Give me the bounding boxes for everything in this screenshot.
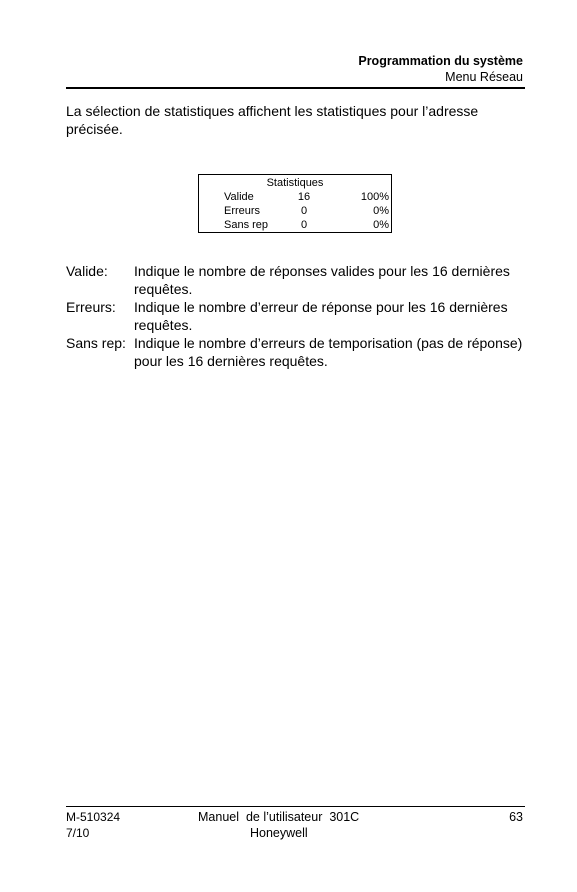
- stats-row-sans-rep: [199, 218, 391, 232]
- definition-description: Indique le nombre d’erreur de réponse pour les 16 dernières requêtes.: [134, 299, 508, 333]
- statistics-panel-title: Statistiques: [266, 177, 324, 189]
- footer-divider: [66, 806, 525, 807]
- section-subtitle: Menu Réseau: [445, 70, 523, 84]
- definition-erreurs: [66, 298, 536, 334]
- footer-brand: Honeywell: [250, 826, 308, 840]
- page-number: 63: [509, 810, 523, 824]
- stats-percent: 100%: [360, 191, 389, 203]
- definition-term: Erreurs:: [66, 299, 116, 315]
- stats-row-valide: [199, 190, 391, 204]
- definition-description: Indique le nombre d’erreurs de temporisation (pas de réponse) pour les 16 dernières requêtes.: [134, 335, 523, 369]
- section-title: Programmation du système: [358, 54, 523, 68]
- stats-row-erreurs: [199, 204, 391, 218]
- stats-label: Valide: [224, 191, 254, 203]
- footer-manual-title: Manuel de l’utilisateur 301C: [198, 810, 360, 824]
- definition-description: Indique le nombre de réponses valides pour les 16 dernières requêtes.: [134, 263, 510, 297]
- statistics-panel: [198, 174, 392, 233]
- footer-doc-number: M-510324: [66, 810, 121, 824]
- definitions-list: [66, 262, 536, 370]
- stats-count: 0: [300, 219, 308, 231]
- definition-valide: [66, 262, 536, 298]
- intro-paragraph: La sélection de statistiques affichent les statistiques pour l’adresse précisée.: [66, 103, 479, 137]
- header-divider: [66, 87, 525, 89]
- stats-percent: 0%: [373, 205, 389, 217]
- stats-label: Sans rep: [224, 219, 269, 231]
- stats-percent: 0%: [373, 219, 389, 231]
- stats-count: 16: [297, 191, 311, 203]
- definition-term: Valide:: [66, 263, 108, 279]
- footer-date: 7/10: [66, 826, 90, 840]
- definition-term: Sans rep:: [66, 335, 126, 351]
- stats-count: 0: [300, 205, 308, 217]
- definition-sans-rep: [66, 334, 536, 370]
- stats-label: Erreurs: [224, 205, 261, 217]
